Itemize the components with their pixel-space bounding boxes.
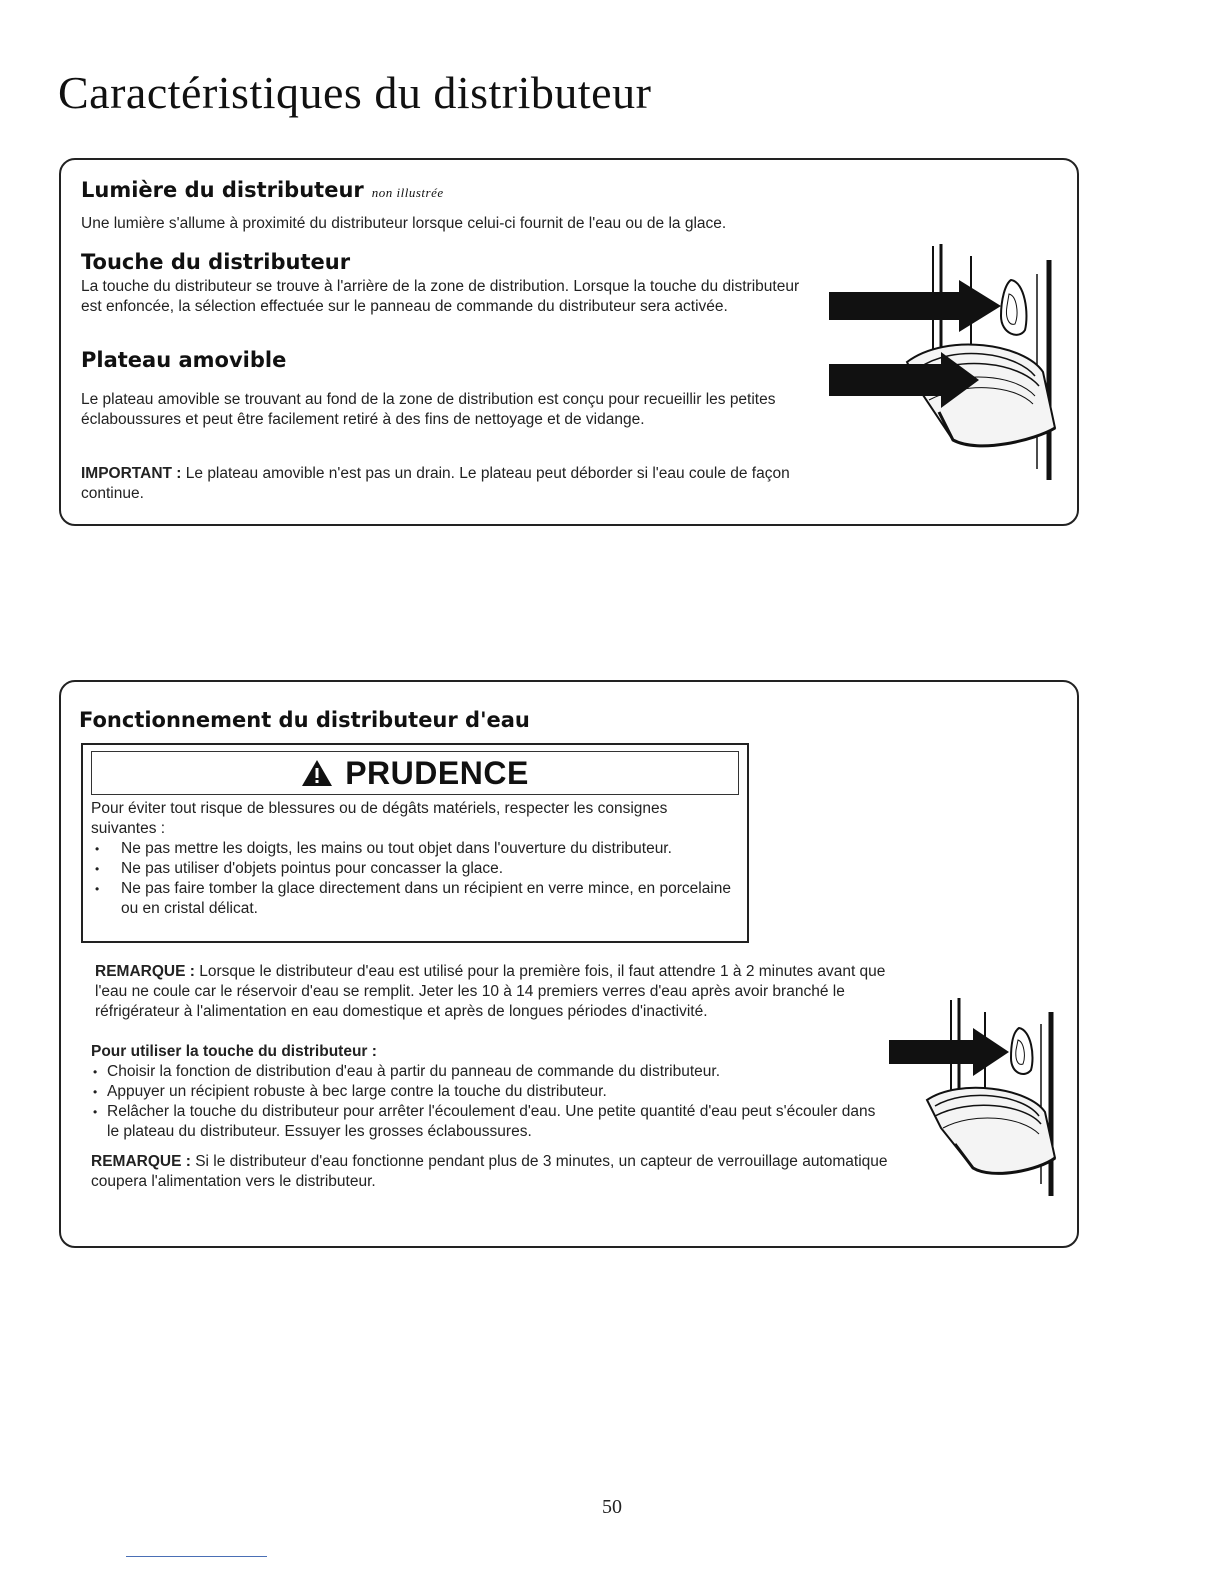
dispenser-pad-heading: Touche du distributeur [81,250,351,274]
removable-tray-text: Le plateau amovible se trouvant au fond de la zone de distribution est conçu pour recueillir les petites éclaboussures et peut être facilement retiré à des fins de nettoyage et de vidange. [81,391,776,428]
removable-tray-heading: Plateau amovible [81,348,287,372]
not-shown-note: non illustrée [371,185,444,200]
use-step: • Relâcher la touche du distributeur pour arrêter l'écoulement d'eau. Une petite quantité d'eau peut s'écouler dans le plateau du distributeur. Essuyer les grosses éclaboussures. [91,1102,891,1142]
dispenser-light-heading: Lumière du distributeur non illustrée [81,178,444,202]
footer-rule [126,1556,267,1557]
dispenser-pad-text: La touche du distributeur se trouve à l'arrière de la zone de distribution. Lorsque la touche du distributeur est enfoncée, la sélection effectuée sur le panneau de commande du distributeur sera activée. [81,278,800,315]
caution-item: • Ne pas utiliser d'objets pointus pour concasser la glace. [91,859,735,879]
water-dispenser-operation-box [59,680,1079,1248]
dispenser-pad-tray-illustration [829,244,1069,484]
use-instructions-heading: Pour utiliser la touche du distributeur : [91,1043,377,1060]
dispenser-light-text: Une lumière s'allume à proximité du distributeur lorsque celui-ci fournit de l'eau ou de la glace. [81,215,727,232]
arrow-icon [829,280,1001,332]
page-number: 50 [602,1496,622,1518]
caution-panel [81,743,749,943]
caution-intro: Pour éviter tout risque de blessures ou de dégâts matériels, respecter les consignes suivantes : [91,800,668,837]
water-dispenser-heading: Fonctionnement du distributeur d'eau [79,708,530,732]
use-step: • Appuyer un récipient robuste à bec large contre la touche du distributeur. [91,1082,891,1102]
caution-item: • Ne pas faire tomber la glace directement dans un récipient en verre mince, en porcelaine ou en cristal délicat. [91,879,735,919]
auto-shutoff-note: REMARQUE : Si le distributeur d'eau fonctionne pendant plus de 3 minutes, un capteur de verrouillage automatique coupera l'alimentation vers le distributeur. [91,1153,888,1190]
caution-title: PRUDENCE [345,754,529,791]
use-step: • Choisir la fonction de distribution d'eau à partir du panneau de commande du distributeur. [91,1062,891,1082]
important-note: IMPORTANT : Le plateau amovible n'est pas un drain. Le plateau peut déborder si l'eau coule de façon continue. [81,465,790,502]
arrow-icon [889,1028,1009,1076]
caution-body [91,799,735,919]
caution-header [91,751,739,795]
caution-item: • Ne pas mettre les doigts, les mains ou tout objet dans l'ouverture du distributeur. [91,839,735,859]
warning-triangle-icon [301,759,333,787]
dispenser-features-box [59,158,1079,526]
dispenser-pad-illustration [889,998,1069,1198]
use-instructions-list [91,1062,891,1142]
first-use-note: REMARQUE : Lorsque le distributeur d'eau est utilisé pour la première fois, il faut attendre 1 à 2 minutes avant que l'eau ne coule car le réservoir d'eau se remplit. Jeter les 10 à 14 premiers verres d'eau après avoir branché le réfrigérateur à l'alimentation en eau domestique et après de longues périodes d'inactivité. [95,963,886,1020]
page-title: Caractéristiques du distributeur [58,67,652,118]
